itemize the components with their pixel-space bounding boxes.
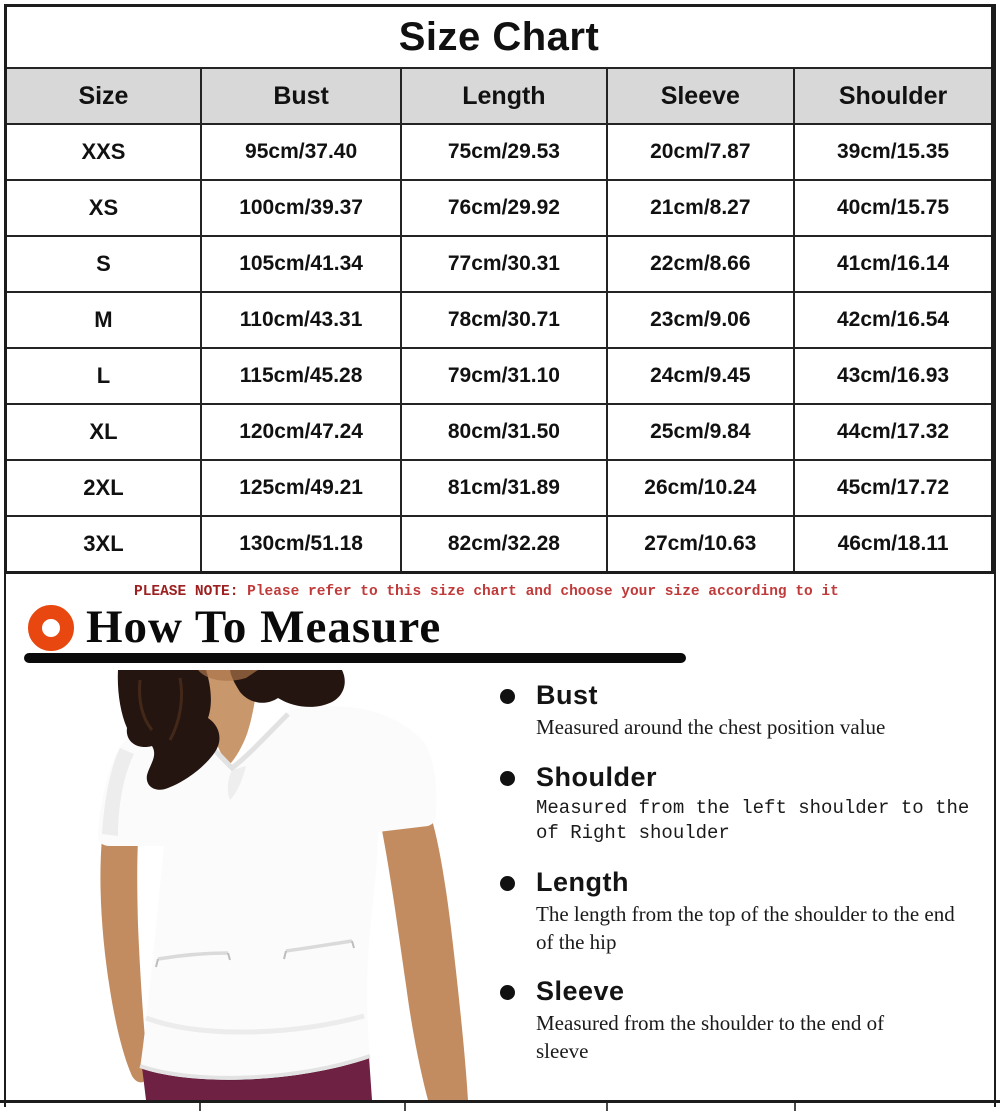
table-row — [6, 516, 993, 573]
measurement-cell: 20cm/7.87 — [607, 124, 795, 180]
size-cell: S — [6, 236, 201, 292]
bottom-column-tick — [404, 1103, 406, 1111]
size-cell: 2XL — [6, 460, 201, 516]
table-row — [6, 460, 993, 516]
table-row — [6, 124, 993, 180]
table-row — [6, 292, 993, 348]
table-row — [6, 180, 993, 236]
column-header: Size — [6, 68, 201, 124]
bottom-column-tick — [794, 1103, 796, 1111]
measurement-cell: 44cm/17.32 — [794, 404, 992, 460]
measurement-cell: 46cm/18.11 — [794, 516, 992, 573]
measure-item — [500, 867, 975, 957]
measurement-cell: 82cm/32.28 — [401, 516, 606, 573]
measure-item — [500, 680, 975, 742]
size-note — [6, 584, 986, 600]
measurement-cell: 26cm/10.24 — [607, 460, 795, 516]
size-cell: XS — [6, 180, 201, 236]
measurement-cell: 22cm/8.66 — [607, 236, 795, 292]
page-title: Size Chart — [6, 6, 993, 69]
size-chart-table-wrap — [4, 4, 994, 574]
measurement-cell: 110cm/43.31 — [201, 292, 401, 348]
measurement-cell: 78cm/30.71 — [401, 292, 606, 348]
column-header: Shoulder — [794, 68, 992, 124]
measurement-cell: 77cm/30.31 — [401, 236, 606, 292]
measurement-cell: 80cm/31.50 — [401, 404, 606, 460]
measurement-cell: 105cm/41.34 — [201, 236, 401, 292]
measurement-cell: 95cm/37.40 — [201, 124, 401, 180]
bullet-icon — [500, 876, 515, 891]
right-arm — [380, 820, 468, 1100]
measurement-cell: 24cm/9.45 — [607, 348, 795, 404]
measurement-cell: 45cm/17.72 — [794, 460, 992, 516]
note-label: PLEASE NOTE: — [134, 584, 239, 600]
measurement-cell: 39cm/15.35 — [794, 124, 992, 180]
size-chart-table — [4, 4, 994, 574]
measure-item — [500, 762, 975, 847]
measurement-cell: 79cm/31.10 — [401, 348, 606, 404]
measure-list — [500, 680, 975, 1086]
measure-item-label: Sleeve — [536, 976, 625, 1007]
measurement-cell: 42cm/16.54 — [794, 292, 992, 348]
measure-item-description: The length from the top of the shoulder to the end of the hip — [536, 901, 955, 954]
target-icon — [28, 605, 74, 651]
measure-item-description: Measured from the shoulder to the end of sleeve — [536, 1011, 885, 1064]
bullet-icon — [500, 985, 515, 1000]
measurement-cell: 23cm/9.06 — [607, 292, 795, 348]
measurement-cell: 130cm/51.18 — [201, 516, 401, 573]
measurement-cell: 100cm/39.37 — [201, 180, 401, 236]
table-header-row — [6, 68, 993, 124]
measure-item-description: Measured around the chest position value — [536, 715, 886, 740]
measurement-cell: 76cm/29.92 — [401, 180, 606, 236]
bottom-table-edge — [0, 1100, 1000, 1103]
size-cell: XL — [6, 404, 201, 460]
measurement-cell: 21cm/8.27 — [607, 180, 795, 236]
size-cell: M — [6, 292, 201, 348]
size-cell: L — [6, 348, 201, 404]
column-header: Sleeve — [607, 68, 795, 124]
bullet-icon — [500, 771, 515, 786]
measurement-cell: 25cm/9.84 — [607, 404, 795, 460]
column-header: Bust — [201, 68, 401, 124]
title-row — [6, 6, 993, 69]
measurement-cell: 40cm/15.75 — [794, 180, 992, 236]
measurement-cell: 125cm/49.21 — [201, 460, 401, 516]
measure-item-description: Measured from the left shoulder to the of Right shoulder — [536, 797, 970, 845]
measurement-cell: 120cm/47.24 — [201, 404, 401, 460]
left-arm — [100, 838, 148, 1082]
bottom-column-tick — [606, 1103, 608, 1111]
measurement-cell: 115cm/45.28 — [201, 348, 401, 404]
measurement-cell: 81cm/31.89 — [401, 460, 606, 516]
size-cell: 3XL — [6, 516, 201, 573]
table-body — [6, 124, 993, 573]
how-to-measure-header — [28, 601, 442, 653]
bottom-column-tick — [199, 1103, 201, 1111]
size-cell: XXS — [6, 124, 201, 180]
table-row — [6, 236, 993, 292]
measurement-cell: 43cm/16.93 — [794, 348, 992, 404]
bullet-icon — [500, 689, 515, 704]
measure-item — [500, 976, 975, 1066]
measure-item-label: Length — [536, 866, 629, 897]
column-header: Length — [401, 68, 606, 124]
table-row — [6, 348, 993, 404]
measure-item-label: Shoulder — [536, 761, 658, 792]
table-row — [6, 404, 993, 460]
measure-item-label: Bust — [536, 680, 598, 710]
measurement-cell: 27cm/10.63 — [607, 516, 795, 573]
measurement-cell: 41cm/16.14 — [794, 236, 992, 292]
measurement-cell: 75cm/29.53 — [401, 124, 606, 180]
note-text: Please refer to this size chart and choose your size according to it — [238, 584, 839, 600]
how-to-measure-title: How To Measure — [86, 601, 442, 653]
scrub-top — [98, 706, 437, 1080]
model-photo — [80, 670, 480, 1100]
title-underline — [24, 653, 686, 663]
